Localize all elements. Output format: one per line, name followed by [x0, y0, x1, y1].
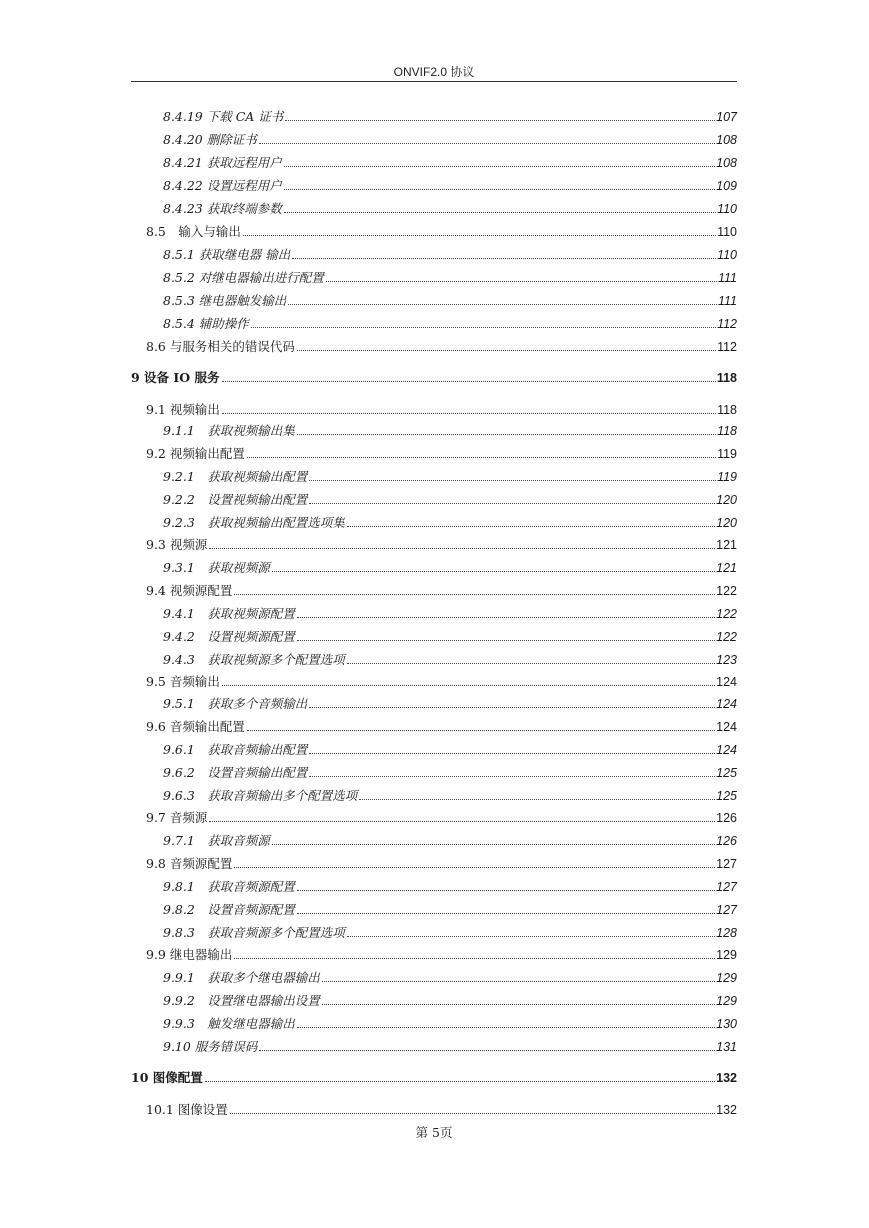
toc-entry[interactable] [163, 923, 737, 941]
toc-entry[interactable] [163, 467, 737, 485]
toc-entry-page: 118 [716, 371, 737, 385]
toc-entry-page: 123 [716, 653, 737, 667]
toc-entry-page: 120 [716, 516, 737, 530]
toc-entry[interactable] [146, 672, 737, 690]
toc-entry-label: 9 设备 IO 服务 [131, 370, 220, 385]
toc-entry[interactable] [163, 604, 737, 622]
dot-leader [309, 776, 715, 777]
toc-entry-page: 107 [716, 110, 737, 124]
toc-entry-label: 9.7 音频源 [146, 810, 208, 825]
toc-entry-page: 119 [717, 447, 737, 461]
toc-entry-label: 9.1.1 获取视频输出集 [163, 423, 295, 438]
toc-entry-label: 9.4 视频源配置 [146, 583, 233, 598]
toc-entry[interactable] [163, 740, 737, 758]
dot-leader [284, 189, 715, 190]
page-footer: 第 5页 [415, 1125, 453, 1140]
toc-entry-label: 8.5 输入与输出 [146, 224, 241, 239]
toc-entry-label: 10.1 图像设置 [146, 1102, 228, 1117]
toc-entry-page: 111 [717, 271, 737, 285]
dot-leader [297, 434, 716, 435]
toc-entry[interactable] [163, 877, 737, 895]
toc-entry-label: 9.4.1 获取视频源配置 [163, 606, 295, 621]
toc-entry[interactable] [163, 130, 737, 148]
dot-leader [247, 730, 715, 731]
dot-leader [259, 1050, 715, 1051]
toc-entry[interactable] [163, 421, 737, 439]
toc-entry[interactable] [163, 107, 737, 125]
dot-leader [309, 707, 715, 708]
dot-leader [297, 1027, 715, 1028]
toc-entry[interactable] [163, 314, 737, 332]
toc-entry-label: 9.6 音频输出配置 [146, 719, 245, 734]
toc-entry[interactable] [146, 808, 737, 826]
toc-entry-label: 9.2.1 获取视频输出配置 [163, 469, 308, 484]
toc-entry-page: 122 [716, 584, 737, 598]
dot-leader [230, 1113, 715, 1114]
toc-entry-label: 9.9 继电器输出 [146, 947, 233, 962]
toc-entry[interactable] [163, 558, 737, 576]
toc-entry-page: 119 [717, 470, 737, 484]
dot-leader [247, 457, 716, 458]
toc-entry-page: 108 [716, 133, 737, 147]
dot-leader [209, 821, 715, 822]
toc-entry[interactable] [163, 153, 737, 171]
toc-entry-label: 9.2.3 获取视频输出配置选项集 [163, 515, 345, 530]
dot-leader [284, 212, 716, 213]
toc-entry[interactable] [146, 854, 737, 872]
toc-entry-page: 110 [717, 202, 737, 216]
toc-entry-page: 122 [716, 630, 737, 644]
toc-entry-label: 8.5.4 辅助操作 [163, 316, 249, 331]
toc-entry-label: 9.3 视频源 [146, 537, 208, 552]
toc-entry-page: 126 [716, 834, 737, 848]
toc-entry[interactable] [163, 490, 737, 508]
toc-entry-label: 8.5.3 继电器触发输出 [163, 293, 287, 308]
toc-entry-page: 110 [717, 225, 737, 239]
dot-leader [326, 281, 717, 282]
dot-leader [297, 350, 716, 351]
dot-leader [292, 258, 716, 259]
dot-leader [347, 526, 715, 527]
toc-entry-label: 9.6.3 获取音频输出多个配置选项 [163, 788, 358, 803]
dot-leader [309, 753, 715, 754]
toc-entry-page: 124 [716, 720, 737, 734]
toc-entry-page: 111 [717, 294, 737, 308]
dot-leader [234, 594, 715, 595]
toc-entry-page: 132 [716, 1103, 737, 1117]
toc-entry-label: 9.5.1 获取多个音频输出 [163, 696, 308, 711]
toc-entry[interactable] [146, 444, 737, 462]
toc-entry-page: 110 [717, 248, 737, 262]
toc-entry-label: 9.8.3 获取音频源多个配置选项 [163, 925, 345, 940]
dot-leader [285, 120, 715, 121]
toc-entry-label: 8.4.22 设置远程用户 [163, 178, 282, 193]
dot-leader [284, 166, 715, 167]
toc-entry[interactable] [146, 1100, 737, 1118]
toc-entry-label: 9.5 音频输出 [146, 674, 220, 689]
toc-entry-label: 9.8.2 设置音频源配置 [163, 902, 295, 917]
toc-entry-page: 132 [716, 1071, 737, 1085]
toc-entry[interactable] [163, 694, 737, 712]
toc-entry[interactable] [163, 291, 737, 309]
toc-entry-page: 120 [716, 493, 737, 507]
dot-leader [272, 571, 715, 572]
dot-leader [322, 981, 715, 982]
toc-entry-page: 129 [716, 994, 737, 1008]
toc-entry[interactable] [131, 1068, 737, 1086]
toc-entry[interactable] [163, 763, 737, 781]
toc-entry-label: 9.9.3 触发继电器输出 [163, 1016, 295, 1031]
dot-leader [272, 844, 715, 845]
toc-entry[interactable] [163, 268, 737, 286]
dot-leader [209, 548, 715, 549]
toc-entry[interactable] [146, 945, 737, 963]
toc-entry-page: 121 [716, 561, 737, 575]
toc-entry-page: 127 [716, 903, 737, 917]
toc-entry-label: 8.4.20 删除证书 [163, 132, 257, 147]
toc-entry-label: 9.2.2 设置视频输出配置 [163, 492, 308, 507]
toc-entry-label: 9.4.3 获取视频源多个配置选项 [163, 652, 345, 667]
toc-entry-label: 8.6 与服务相关的错误代码 [146, 339, 295, 354]
toc-entry-page: 109 [716, 179, 737, 193]
dot-leader [251, 327, 716, 328]
toc-entry[interactable] [146, 222, 737, 240]
toc-entry-page: 125 [716, 789, 737, 803]
toc-entry-label: 8.4.21 获取远程用户 [163, 155, 282, 170]
toc-entry-label: 9.7.1 获取音频源 [163, 833, 270, 848]
toc-entry-page: 128 [716, 926, 737, 940]
toc-entry-label: 9.4.2 设置视频源配置 [163, 629, 295, 644]
toc-entry-label: 10 图像配置 [131, 1070, 203, 1085]
toc-entry-page: 127 [716, 880, 737, 894]
toc-entry[interactable] [163, 991, 737, 1009]
toc-entry-label: 9.8.1 获取音频源配置 [163, 879, 295, 894]
toc-entry-page: 124 [716, 675, 737, 689]
toc-entry-label: 9.10 服务错误码 [163, 1039, 258, 1054]
toc-entry[interactable] [146, 717, 737, 735]
toc-entry-label: 9.9.2 设置继电器输出设置 [163, 993, 320, 1008]
toc-entry[interactable] [146, 535, 737, 553]
toc-entry-page: 112 [717, 340, 737, 354]
dot-leader [243, 235, 716, 236]
toc-entry[interactable] [146, 581, 737, 599]
dot-leader [222, 413, 716, 414]
toc-entry-page: 112 [717, 317, 737, 331]
toc-entry[interactable] [163, 199, 737, 217]
toc-entry-page: 108 [716, 156, 737, 170]
dot-leader [205, 1081, 715, 1082]
toc-entry-page: 129 [716, 971, 737, 985]
dot-leader [297, 890, 715, 891]
toc-entry-page: 125 [716, 766, 737, 780]
dot-leader [259, 143, 715, 144]
toc-entry-label: 9.8 音频源配置 [146, 856, 233, 871]
toc-entry[interactable] [163, 627, 737, 645]
toc-entry[interactable] [163, 968, 737, 986]
toc-entry-label: 8.4.19 下载 CA 证书 [163, 109, 284, 124]
toc-entry[interactable] [163, 786, 737, 804]
toc-entry-label: 9.1 视频输出 [146, 402, 220, 417]
toc-entry-page: 129 [716, 948, 737, 962]
toc-entry[interactable] [146, 337, 737, 355]
toc-entry[interactable] [131, 368, 737, 386]
toc-entry-page: 122 [716, 607, 737, 621]
dot-leader [297, 617, 715, 618]
toc-entry[interactable] [163, 650, 737, 668]
toc-entry-page: 121 [716, 538, 737, 552]
toc-entry-label: 9.3.1 获取视频源 [163, 560, 270, 575]
toc-entry-label: 9.6.1 获取音频输出配置 [163, 742, 308, 757]
toc-entry-page: 124 [716, 697, 737, 711]
page-header: ONVIF2.0 协议 [393, 65, 475, 79]
toc-entry[interactable] [163, 1037, 737, 1055]
dot-leader [309, 480, 716, 481]
dot-leader [297, 640, 715, 641]
toc-entry[interactable] [163, 831, 737, 849]
toc-entry-page: 130 [716, 1017, 737, 1031]
toc-entry-page: 124 [716, 743, 737, 757]
dot-leader [297, 913, 715, 914]
toc-entry-label: 8.4.23 获取终端参数 [163, 201, 282, 216]
dot-leader [234, 867, 715, 868]
toc-entry-page: 127 [716, 857, 737, 871]
toc-entry-page: 126 [716, 811, 737, 825]
toc-entry-page: 118 [717, 424, 737, 438]
dot-leader [234, 958, 715, 959]
dot-leader [322, 1004, 715, 1005]
dot-leader [359, 799, 715, 800]
dot-leader [222, 381, 716, 382]
toc-entry-page: 118 [717, 403, 737, 417]
toc-entry[interactable] [163, 245, 737, 263]
dot-leader [222, 685, 715, 686]
toc-entry-label: 8.5.2 对继电器输出进行配置 [163, 270, 324, 285]
toc-entry[interactable] [163, 176, 737, 194]
toc-entry[interactable] [163, 900, 737, 918]
toc-entry-page: 131 [716, 1040, 737, 1054]
toc-entry[interactable] [163, 513, 737, 531]
toc-entry-label: 8.5.1 获取继电器 输出 [163, 247, 291, 262]
dot-leader [347, 936, 715, 937]
toc-entry-label: 9.6.2 设置音频输出配置 [163, 765, 308, 780]
toc-entry[interactable] [163, 1014, 737, 1032]
toc-entry-label: 9.2 视频输出配置 [146, 446, 245, 461]
toc-entry-label: 9.9.1 获取多个继电器输出 [163, 970, 320, 985]
dot-leader [347, 663, 715, 664]
dot-leader [288, 304, 717, 305]
toc-entry[interactable] [146, 400, 737, 418]
dot-leader [309, 503, 715, 504]
